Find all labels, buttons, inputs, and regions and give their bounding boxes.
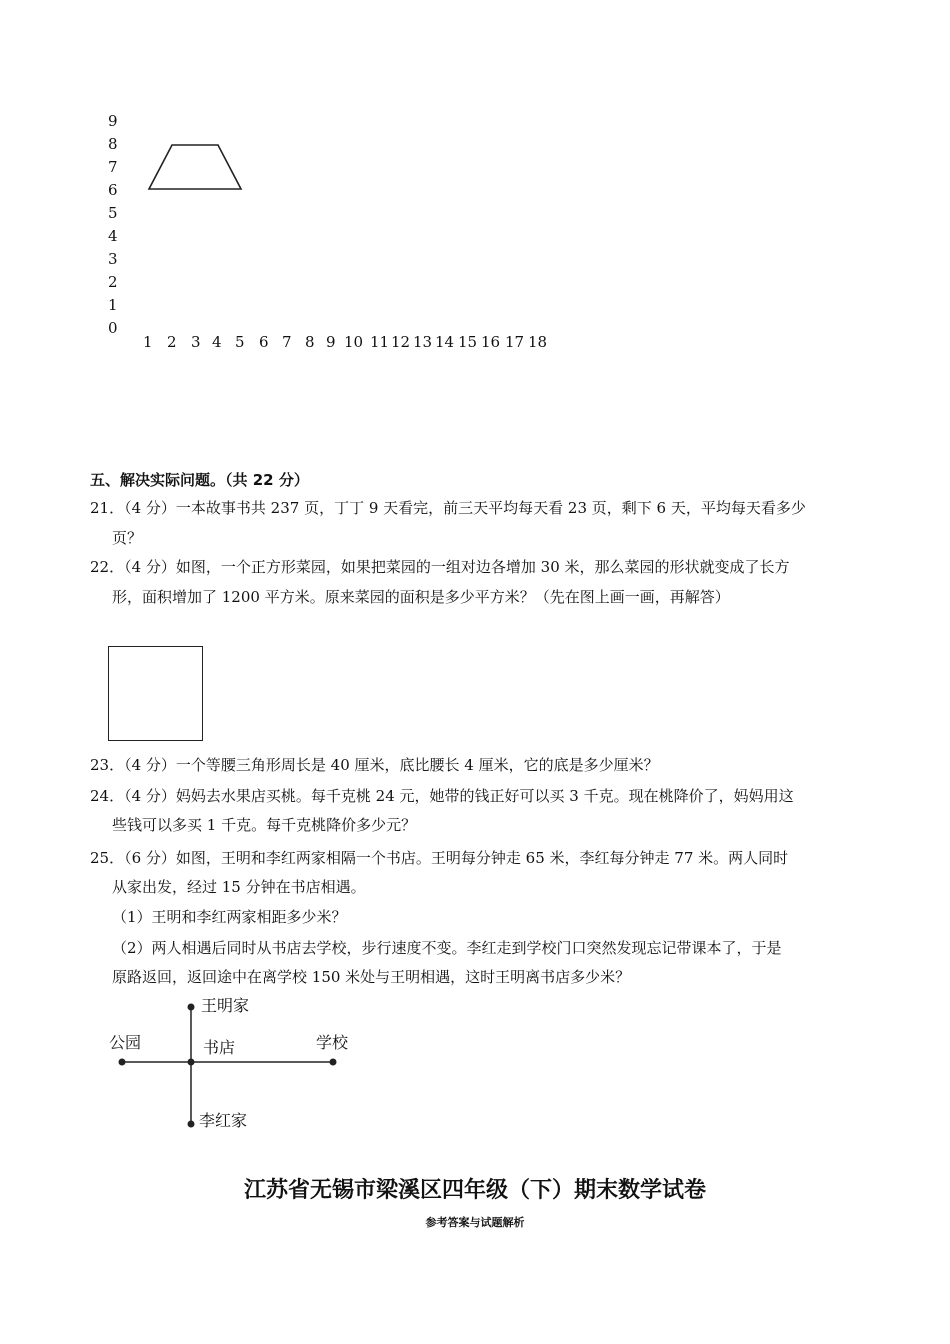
x-tick: 12 xyxy=(391,333,411,351)
x-tick: 17 xyxy=(505,333,525,351)
question-22-line2: 形，面积增加了 1200 平方米。原来菜园的面积是多少平方米？（先在图上画一画，再解答） xyxy=(112,588,730,606)
question-22-line1: 22．（4 分）如图，一个正方形菜园，如果把菜园的一组对边各增加 30 米，那么菜园的形状就变成了长方 xyxy=(90,558,790,576)
wangming-home-dot xyxy=(188,1004,195,1011)
y-tick: 8 xyxy=(108,135,118,153)
x-tick: 9 xyxy=(326,333,336,351)
wangming-home-label: 王明家 xyxy=(201,996,250,1015)
y-tick: 1 xyxy=(108,296,118,314)
park-label: 公园 xyxy=(109,1033,142,1052)
y-tick: 3 xyxy=(108,250,118,268)
x-tick: 8 xyxy=(305,333,315,351)
question-25-line2: 从家出发，经过 15 分钟在书店相遇。 xyxy=(112,878,366,896)
x-tick: 3 xyxy=(191,333,201,351)
x-tick: 13 xyxy=(413,333,433,351)
section-title: 五、解决实际问题。（共 22 分） xyxy=(90,471,309,489)
lihong-home-label: 李红家 xyxy=(199,1111,248,1130)
question-23-line1: 23．（4 分）一个等腰三角形周长是 40 厘米，底比腰长 4 厘米，它的底是多少厘米？ xyxy=(90,756,659,774)
y-tick: 5 xyxy=(108,204,118,222)
x-tick: 14 xyxy=(435,333,455,351)
y-tick: 0 xyxy=(108,319,118,337)
x-tick: 6 xyxy=(259,333,269,351)
park-dot xyxy=(119,1059,126,1066)
y-tick: 6 xyxy=(108,181,118,199)
question-25-sub1: （1）王明和李红两家相距多少米？ xyxy=(112,908,347,926)
question-25-sub2-line2: 原路返回，返回途中在离学校 150 米处与王明相遇，这时王明离书店多少米？ xyxy=(112,968,631,986)
answer-section-title: 江苏省无锡市梁溪区四年级（下）期末数学试卷 xyxy=(243,1178,706,1203)
y-tick: 7 xyxy=(108,158,118,176)
x-tick: 1 xyxy=(143,333,153,351)
lihong-home-dot xyxy=(188,1121,195,1128)
bookstore-dot xyxy=(188,1059,195,1066)
answer-section-subtitle: 参考答案与试题解析 xyxy=(425,1216,525,1229)
question-25-sub2-line1: （2）两人相遇后同时从书店去学校，步行速度不变。李红走到学校门口突然发现忘记带课本了，于是 xyxy=(112,939,782,957)
y-tick: 4 xyxy=(108,227,118,245)
question-25-line1: 25．（6 分）如图，王明和李红两家相隔一个书店。王明每分钟走 65 米，李红每分钟走 77 米。两人同时 xyxy=(90,849,789,867)
question-21-line1: 21．（4 分）一本故事书共 237 页，丁丁 9 天看完，前三天平均每天看 23 页，剩下 6 天，平均每天看多少 xyxy=(90,499,806,517)
x-tick: 18 xyxy=(528,333,548,351)
x-tick: 16 xyxy=(481,333,501,351)
school-label: 学校 xyxy=(316,1033,349,1052)
question-21-line2: 页？ xyxy=(112,529,143,547)
x-tick: 5 xyxy=(235,333,245,351)
x-tick: 7 xyxy=(282,333,292,351)
x-tick: 2 xyxy=(167,333,177,351)
question-24-line2: 些钱可以多买 1 千克。每千克桃降价多少元？ xyxy=(112,816,417,834)
x-tick: 10 xyxy=(344,333,364,351)
x-tick: 11 xyxy=(370,333,390,351)
y-tick: 9 xyxy=(108,112,118,130)
x-tick: 4 xyxy=(212,333,222,351)
bookstore-label: 书店 xyxy=(203,1038,236,1057)
x-tick: 15 xyxy=(458,333,478,351)
y-tick: 2 xyxy=(108,273,118,291)
school-dot xyxy=(330,1059,337,1066)
question-24-line1: 24．（4 分）妈妈去水果店买桃。每千克桃 24 元，她带的钱正好可以买 3 千克。现在桃降价了，妈妈用这 xyxy=(90,787,794,805)
